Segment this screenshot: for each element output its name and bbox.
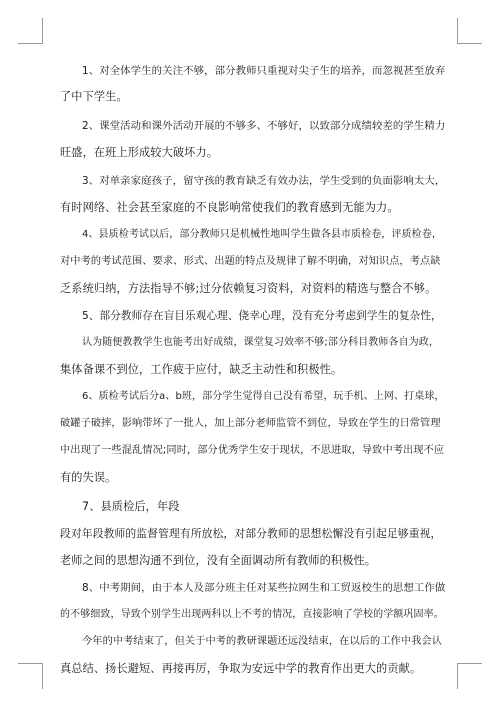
text-line: 1、对全体学生的关注不够，部分教师只重视对尖子生的培养，而忽视甚至放弃 — [82, 65, 446, 77]
text-line: 段对年段教师的监督管理有所放松，对部分教师的思想松懈没有引起足够重视， — [60, 527, 442, 540]
crop-mark-bottom-right-horizontal — [457, 663, 482, 664]
text-line: 的不够细致，导致个别学生出现两科以上不考的情况，直接影响了学校的学额巩固率。 — [60, 609, 444, 620]
text-line: 老师之间的思想沟通不到位，没有全面调动所有教师的积极性。 — [60, 554, 377, 567]
crop-mark-bottom-left-horizontal — [18, 663, 43, 664]
crop-mark-top-left-horizontal — [18, 43, 43, 44]
crop-mark-bottom-right-vertical — [457, 663, 458, 689]
text-line: 集体备课不到位，工作疲于应付，缺乏主动性和积极性。 — [60, 363, 343, 376]
text-line: 2、课堂活动和课外活动开展的不够多、不够好，以致部分成绩较差的学生精力 — [82, 120, 446, 132]
text-line: 认为随便教教学生也能考出好成绩，课堂复习效率不够;部分科目教师各自为政， — [82, 337, 439, 348]
text-line: 破罐子破摔，影响带坏了一批人，加上部分老师监管不到位，导致在学生的日常管理 — [60, 418, 441, 429]
text-line: 对中考的考试范围、要求、形式、出题的特点及规律了解不明确，对知识点，考点缺 — [60, 256, 441, 267]
text-line: 4、县质检考试以后，部分教师只是机械性地叫学生做各县市质检卷，评质检卷， — [82, 229, 442, 240]
crop-mark-top-right-vertical — [457, 18, 458, 44]
text-line: 今年的中考结束了，但关于中考的教研课题还远没结束，在以后的工作中我会认 — [82, 636, 443, 647]
text-line: 6、质检考试后分a、b班，部分学生觉得自己没有希望，玩手机、上网、打桌球， — [82, 391, 445, 402]
text-line: 有时网络、社会甚至家庭的不良影响常使我们的教育感到无能为力。 — [60, 201, 399, 214]
text-line: 旺盛，在班上形成较大破坏力。 — [60, 146, 219, 159]
crop-mark-top-right-horizontal — [457, 43, 482, 44]
text-line: 3、对单亲家庭孩子，留守孩的教育缺乏有效办法，学生受到的负面影响太大， — [82, 175, 446, 187]
crop-mark-bottom-left-vertical — [42, 663, 43, 689]
crop-mark-top-left-vertical — [42, 18, 43, 44]
text-line: 8、中考期间，由于本人及部分班主任对某些拉网生和工贸返校生的思想工作做 — [82, 582, 446, 594]
text-line: 5、部分教师存在盲目乐观心理、侥幸心理，没有充分考虑到学生的复杂性， — [82, 310, 442, 322]
text-line: 真总结、扬长避短、再接再厉，争取为安远中学的教育作出更大的贡献。 — [60, 662, 422, 675]
text-line: 中出现了一些混乱情况;同时，部分优秀学生安于现状，不思进取，导致中考出现不应 — [60, 445, 445, 456]
text-line: 了中下学生。 — [60, 90, 128, 103]
text-line: 7、县质检后，年段 — [82, 500, 180, 513]
text-line: 有的失误。 — [60, 471, 117, 484]
text-line: 乏系统归纳，方法指导不够;过分依赖复习资料，对资料的精选与整合不够。 — [60, 282, 437, 295]
